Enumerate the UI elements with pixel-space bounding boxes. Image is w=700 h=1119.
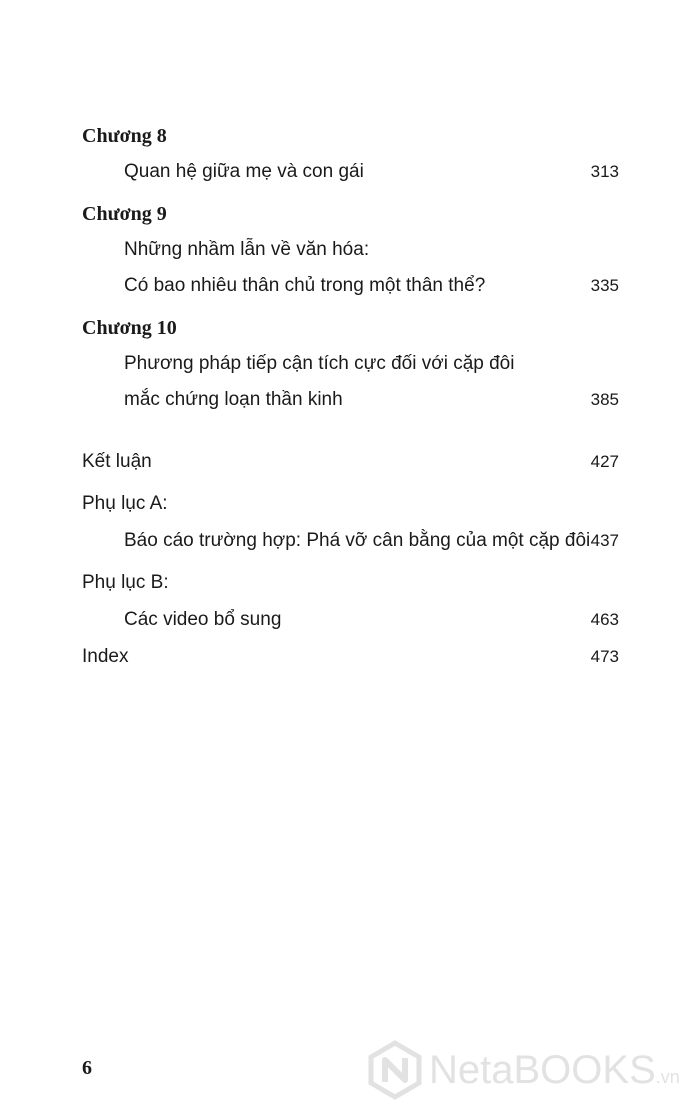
entry-title: mắc chứng loạn thần kinh	[124, 389, 343, 410]
watermark-suffix: .vn	[655, 1067, 680, 1087]
toc-chapter-8-heading	[0, 121, 700, 151]
entry-page-number: 385	[590, 390, 619, 409]
toc-chapter-10-heading	[0, 313, 700, 343]
entry-title: Các video bổ sung	[124, 609, 282, 630]
entry-title: Quan hệ giữa mẹ và con gái	[124, 161, 364, 182]
entry-title: Báo cáo trường hợp: Phá vỡ cân bằng của một cặp đôi	[124, 530, 591, 551]
toc-appendix-b-heading	[0, 568, 700, 598]
page-number: 6	[82, 1057, 92, 1079]
entry-page-number: 463	[590, 610, 619, 629]
watermark	[365, 1040, 695, 1100]
watermark-text	[429, 1048, 680, 1099]
toc-chapter-9-heading	[0, 199, 700, 229]
toc-entry-chapter-8	[0, 157, 700, 187]
entry-page-number: 313	[590, 162, 619, 181]
toc-entry-chapter-10-line-1	[0, 349, 700, 379]
toc-entry-chapter-9-line-2	[0, 271, 700, 301]
entry-title: Có bao nhiêu thân chủ trong một thân thể?	[124, 275, 486, 296]
toc-entry-appendix-b	[0, 605, 700, 635]
entry-page-number: 437	[590, 531, 619, 550]
chapter-heading: Chương 8	[82, 125, 167, 147]
entry-title: Index	[82, 646, 129, 667]
chapter-heading: Chương 9	[82, 203, 167, 225]
entry-title: Những nhầm lẫn về văn hóa:	[124, 239, 370, 260]
entry-page-number: 335	[590, 276, 619, 295]
entry-page-number: 427	[590, 452, 619, 471]
chapter-heading: Chương 10	[82, 317, 177, 339]
appendix-heading: Phụ lục B:	[82, 572, 169, 593]
watermark-brand: NetaBOOKS	[429, 1048, 656, 1092]
toc-entry-appendix-a	[0, 526, 700, 556]
entry-title: Phương pháp tiếp cận tích cực đối với cặp đôi	[124, 353, 515, 374]
toc-entry-chapter-10-line-2	[0, 385, 700, 415]
toc-entry-conclusion	[0, 447, 700, 477]
entry-page-number: 473	[590, 647, 619, 666]
entry-title: Kết luận	[82, 451, 152, 472]
netabooks-logo-icon	[365, 1040, 425, 1100]
toc-appendix-a-heading	[0, 489, 700, 519]
toc-entry-chapter-9-line-1	[0, 235, 700, 265]
toc-entry-index	[0, 642, 700, 672]
appendix-heading: Phụ lục A:	[82, 493, 168, 514]
